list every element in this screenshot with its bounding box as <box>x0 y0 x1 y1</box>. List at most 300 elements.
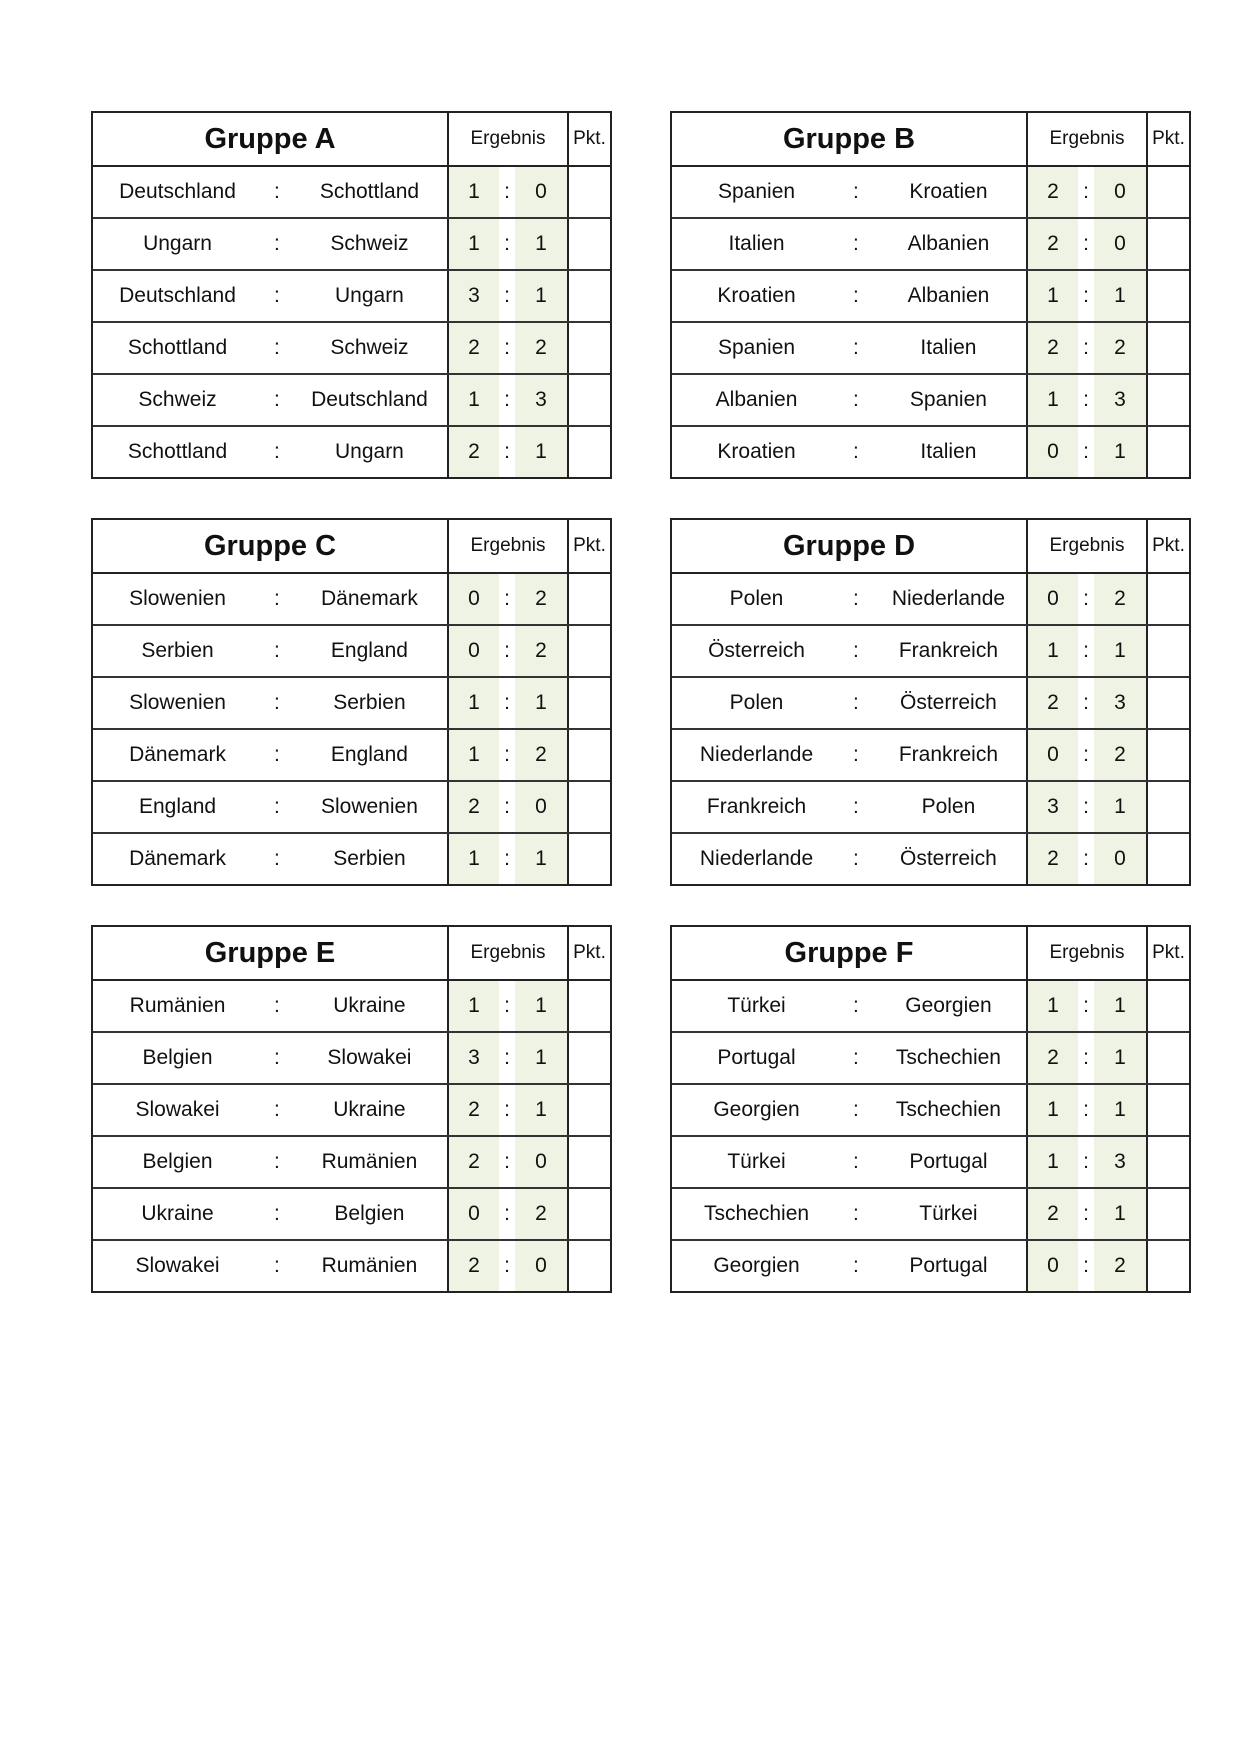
group-title: Gruppe A <box>93 113 449 165</box>
points-cell[interactable] <box>569 1189 610 1239</box>
points-cell[interactable] <box>569 1241 610 1291</box>
home-goals-cell[interactable]: 2 <box>1028 323 1078 373</box>
score-separator: : <box>1083 1098 1089 1121</box>
away-goals-cell[interactable]: 0 <box>1094 219 1146 269</box>
points-cell[interactable] <box>569 730 610 780</box>
match-row <box>672 167 1189 219</box>
match-score <box>449 981 569 1031</box>
match-row <box>93 323 610 375</box>
match-separator: : <box>853 232 859 255</box>
match-teams <box>672 981 1028 1031</box>
match-row <box>93 427 610 477</box>
match-teams <box>93 678 449 728</box>
match-score <box>1028 782 1148 832</box>
home-goals-cell[interactable]: 1 <box>1028 981 1078 1031</box>
points-cell[interactable] <box>569 678 610 728</box>
match-teams <box>93 1189 449 1239</box>
away-team: Serbien <box>333 691 406 714</box>
match-row <box>93 219 610 271</box>
points-cell[interactable] <box>1148 1189 1189 1239</box>
group-table <box>91 518 612 886</box>
score-separator: : <box>1083 691 1089 714</box>
home-team: Türkei <box>727 994 786 1017</box>
away-team: Slowakei <box>327 1046 412 1069</box>
away-goals-cell[interactable]: 0 <box>515 1137 567 1187</box>
away-goals-cell[interactable]: 2 <box>1094 323 1146 373</box>
away-team: England <box>330 743 408 766</box>
match-row <box>672 1241 1189 1291</box>
home-team: Kroatien <box>717 440 796 463</box>
match-separator: : <box>274 1254 280 1277</box>
match-teams <box>672 271 1028 321</box>
match-teams <box>672 834 1028 884</box>
away-goals-cell[interactable]: 2 <box>515 730 567 780</box>
points-cell[interactable] <box>569 834 610 884</box>
match-row <box>672 1033 1189 1085</box>
away-goals-cell[interactable]: 2 <box>1094 730 1146 780</box>
home-goals-cell[interactable]: 2 <box>449 427 499 477</box>
home-team: Slowenien <box>129 691 226 714</box>
away-goals-cell[interactable]: 2 <box>515 323 567 373</box>
home-team: Slowakei <box>135 1098 220 1121</box>
home-goals-cell[interactable]: 2 <box>449 782 499 832</box>
match-row <box>93 1241 610 1291</box>
match-score <box>449 834 569 884</box>
away-goals-cell[interactable]: 1 <box>515 1033 567 1083</box>
match-teams <box>672 730 1028 780</box>
home-goals-cell[interactable]: 0 <box>449 626 499 676</box>
match-teams <box>672 219 1028 269</box>
match-score <box>1028 1189 1148 1239</box>
home-goals-cell[interactable]: 0 <box>449 574 499 624</box>
match-teams <box>672 574 1028 624</box>
score-separator: : <box>504 587 510 610</box>
away-goals-cell[interactable]: 3 <box>1094 1137 1146 1187</box>
away-team: Spanien <box>909 388 987 411</box>
match-score <box>1028 375 1148 425</box>
points-cell[interactable] <box>1148 427 1189 477</box>
home-goals-cell[interactable]: 1 <box>449 834 499 884</box>
match-score <box>1028 323 1148 373</box>
away-goals-cell[interactable]: 1 <box>515 981 567 1031</box>
away-goals-cell[interactable]: 1 <box>1094 782 1146 832</box>
away-goals-cell[interactable]: 1 <box>515 834 567 884</box>
home-team: Ukraine <box>141 1202 214 1225</box>
match-separator: : <box>853 743 859 766</box>
points-cell[interactable] <box>1148 323 1189 373</box>
points-cell[interactable] <box>1148 219 1189 269</box>
match-teams <box>93 782 449 832</box>
match-score <box>1028 427 1148 477</box>
home-team: Spanien <box>717 336 796 359</box>
match-teams <box>672 1033 1028 1083</box>
home-goals-cell[interactable]: 2 <box>449 1241 499 1291</box>
match-row <box>93 834 610 884</box>
match-row <box>93 1033 610 1085</box>
home-goals-cell[interactable]: 2 <box>1028 1189 1078 1239</box>
home-team: Türkei <box>727 1150 786 1173</box>
home-goals-cell[interactable]: 1 <box>1028 1137 1078 1187</box>
match-separator: : <box>853 180 859 203</box>
away-goals-cell[interactable]: 2 <box>515 1189 567 1239</box>
match-teams <box>672 323 1028 373</box>
points-cell[interactable] <box>569 1085 610 1135</box>
home-goals-cell[interactable]: 0 <box>449 1189 499 1239</box>
home-goals-cell[interactable]: 0 <box>1028 1241 1078 1291</box>
away-team: Schottland <box>319 180 420 203</box>
home-team: Albanien <box>715 388 798 411</box>
points-cell[interactable] <box>569 323 610 373</box>
home-team: Schottland <box>127 440 228 463</box>
score-separator: : <box>504 1098 510 1121</box>
points-cell[interactable] <box>1148 1137 1189 1187</box>
away-goals-cell[interactable]: 3 <box>1094 678 1146 728</box>
home-goals-cell[interactable]: 2 <box>1028 1033 1078 1083</box>
home-team: Belgien <box>142 1046 213 1069</box>
away-goals-cell[interactable]: 1 <box>1094 1189 1146 1239</box>
home-team: Georgien <box>713 1254 800 1277</box>
home-team: Niederlande <box>699 743 814 766</box>
match-row <box>93 981 610 1033</box>
points-cell[interactable] <box>569 427 610 477</box>
match-teams <box>93 626 449 676</box>
home-goals-cell[interactable]: 3 <box>1028 782 1078 832</box>
away-team: Italien <box>920 336 977 359</box>
home-team: Dänemark <box>129 743 226 766</box>
match-score <box>449 626 569 676</box>
match-score <box>1028 730 1148 780</box>
match-row <box>93 626 610 678</box>
home-goals-cell[interactable]: 1 <box>1028 626 1078 676</box>
match-score <box>449 1137 569 1187</box>
score-separator: : <box>504 232 510 255</box>
away-goals-cell[interactable]: 2 <box>515 574 567 624</box>
group-header <box>93 927 610 981</box>
match-separator: : <box>274 1150 280 1173</box>
match-teams <box>672 427 1028 477</box>
points-cell[interactable] <box>569 574 610 624</box>
away-goals-cell[interactable]: 1 <box>1094 271 1146 321</box>
match-teams <box>93 981 449 1031</box>
match-score <box>449 574 569 624</box>
away-goals-cell[interactable]: 1 <box>515 219 567 269</box>
points-cell[interactable] <box>569 375 610 425</box>
points-header: Pkt. <box>1152 535 1185 556</box>
away-goals-cell[interactable]: 1 <box>515 271 567 321</box>
match-teams <box>93 427 449 477</box>
match-teams <box>672 626 1028 676</box>
match-separator: : <box>853 639 859 662</box>
home-goals-cell[interactable]: 3 <box>449 271 499 321</box>
match-row <box>672 271 1189 323</box>
away-team: Rumänien <box>321 1254 418 1277</box>
away-goals-cell[interactable]: 1 <box>515 1085 567 1135</box>
home-team: Frankreich <box>706 795 807 818</box>
score-separator: : <box>1083 1202 1089 1225</box>
match-separator: : <box>274 587 280 610</box>
group-title: Gruppe F <box>672 927 1028 979</box>
points-cell[interactable] <box>1148 782 1189 832</box>
match-separator: : <box>274 180 280 203</box>
points-cell[interactable] <box>1148 167 1189 217</box>
match-score <box>449 782 569 832</box>
score-separator: : <box>504 1202 510 1225</box>
home-goals-cell[interactable]: 1 <box>1028 375 1078 425</box>
match-row <box>93 782 610 834</box>
points-cell[interactable] <box>569 626 610 676</box>
home-goals-cell[interactable]: 2 <box>1028 834 1078 884</box>
home-team: Portugal <box>717 1046 796 1069</box>
match-score <box>449 375 569 425</box>
points-header: Pkt. <box>573 942 606 963</box>
group-header <box>93 520 610 574</box>
home-goals-cell[interactable]: 1 <box>1028 271 1078 321</box>
score-separator: : <box>504 336 510 359</box>
match-row <box>672 219 1189 271</box>
score-separator: : <box>1083 994 1089 1017</box>
points-cell[interactable] <box>569 167 610 217</box>
match-separator: : <box>274 336 280 359</box>
match-row <box>93 730 610 782</box>
match-teams <box>672 167 1028 217</box>
match-separator: : <box>274 795 280 818</box>
score-separator: : <box>1083 1150 1089 1173</box>
result-header: Ergebnis <box>1028 520 1148 572</box>
result-header: Ergebnis <box>449 113 569 165</box>
match-separator: : <box>274 639 280 662</box>
home-team: Deutschland <box>119 284 236 307</box>
match-score <box>449 271 569 321</box>
match-separator: : <box>853 336 859 359</box>
away-goals-cell[interactable]: 0 <box>1094 167 1146 217</box>
away-goals-cell[interactable]: 1 <box>1094 1033 1146 1083</box>
match-separator: : <box>853 1098 859 1121</box>
away-team: Slowenien <box>320 795 418 818</box>
away-goals-cell[interactable]: 0 <box>515 167 567 217</box>
away-goals-cell[interactable]: 1 <box>515 678 567 728</box>
points-header: Pkt. <box>573 535 606 556</box>
points-cell[interactable] <box>569 782 610 832</box>
home-goals-cell[interactable]: 1 <box>449 167 499 217</box>
group-header <box>672 927 1189 981</box>
match-score <box>449 678 569 728</box>
away-goals-cell[interactable]: 2 <box>1094 574 1146 624</box>
away-goals-cell[interactable]: 1 <box>515 427 567 477</box>
score-separator: : <box>504 1254 510 1277</box>
home-team: Kroatien <box>717 284 796 307</box>
home-goals-cell[interactable]: 1 <box>449 219 499 269</box>
match-row <box>672 427 1189 477</box>
group-title: Gruppe D <box>672 520 1028 572</box>
away-team: Belgien <box>334 1202 405 1225</box>
match-teams <box>93 375 449 425</box>
home-goals-cell[interactable]: 2 <box>1028 167 1078 217</box>
match-score <box>1028 626 1148 676</box>
match-row <box>93 375 610 427</box>
group-table <box>91 925 612 1293</box>
points-cell[interactable] <box>1148 1241 1189 1291</box>
score-separator: : <box>1083 743 1089 766</box>
result-header: Ergebnis <box>449 520 569 572</box>
score-separator: : <box>1083 232 1089 255</box>
match-score <box>449 427 569 477</box>
match-row <box>672 626 1189 678</box>
points-cell[interactable] <box>1148 1033 1189 1083</box>
home-team: Schweiz <box>138 388 217 411</box>
match-separator: : <box>853 795 859 818</box>
match-teams <box>93 323 449 373</box>
points-cell[interactable] <box>569 1033 610 1083</box>
match-row <box>672 1189 1189 1241</box>
away-team: Österreich <box>900 691 997 714</box>
home-goals-cell[interactable]: 3 <box>449 1033 499 1083</box>
home-goals-cell[interactable]: 2 <box>449 323 499 373</box>
match-row <box>672 1137 1189 1189</box>
match-teams <box>672 678 1028 728</box>
match-separator: : <box>853 994 859 1017</box>
away-team: Schweiz <box>330 232 409 255</box>
points-cell[interactable] <box>1148 271 1189 321</box>
match-teams <box>93 219 449 269</box>
match-teams <box>93 1085 449 1135</box>
home-goals-cell[interactable]: 0 <box>1028 730 1078 780</box>
match-score <box>449 167 569 217</box>
away-goals-cell[interactable]: 0 <box>515 782 567 832</box>
away-team: Ukraine <box>333 1098 406 1121</box>
away-team: Niederlande <box>891 587 1006 610</box>
score-separator: : <box>504 180 510 203</box>
home-goals-cell[interactable]: 1 <box>449 375 499 425</box>
match-score <box>449 323 569 373</box>
points-cell[interactable] <box>1148 375 1189 425</box>
group-table <box>670 925 1191 1293</box>
score-separator: : <box>1083 1254 1089 1277</box>
points-cell[interactable] <box>1148 981 1189 1031</box>
match-separator: : <box>274 847 280 870</box>
group-table <box>670 518 1191 886</box>
home-goals-cell[interactable]: 0 <box>1028 574 1078 624</box>
away-team: Italien <box>920 440 977 463</box>
match-separator: : <box>274 1098 280 1121</box>
points-header: Pkt. <box>1152 942 1185 963</box>
away-team: Ungarn <box>334 284 404 307</box>
points-cell[interactable] <box>1148 730 1189 780</box>
match-separator: : <box>853 1150 859 1173</box>
home-goals-cell[interactable]: 0 <box>1028 427 1078 477</box>
match-separator: : <box>853 440 859 463</box>
match-teams <box>93 1241 449 1291</box>
score-separator: : <box>1083 284 1089 307</box>
match-score <box>1028 834 1148 884</box>
points-cell[interactable] <box>1148 678 1189 728</box>
home-goals-cell[interactable]: 1 <box>449 678 499 728</box>
match-row <box>672 1085 1189 1137</box>
match-separator: : <box>274 232 280 255</box>
away-goals-cell[interactable]: 1 <box>1094 1085 1146 1135</box>
points-cell[interactable] <box>1148 834 1189 884</box>
home-goals-cell[interactable]: 2 <box>1028 678 1078 728</box>
away-team: Ukraine <box>333 994 406 1017</box>
away-team: Georgien <box>905 994 992 1017</box>
match-score <box>449 1085 569 1135</box>
match-teams <box>672 1137 1028 1187</box>
score-separator: : <box>504 284 510 307</box>
away-goals-cell[interactable]: 2 <box>515 626 567 676</box>
match-score <box>1028 981 1148 1031</box>
home-goals-cell[interactable]: 1 <box>449 981 499 1031</box>
score-separator: : <box>1083 1046 1089 1069</box>
home-goals-cell[interactable]: 2 <box>1028 219 1078 269</box>
match-score <box>449 730 569 780</box>
score-separator: : <box>504 847 510 870</box>
result-header: Ergebnis <box>1028 113 1148 165</box>
match-row <box>672 730 1189 782</box>
group-title: Gruppe C <box>93 520 449 572</box>
match-row <box>672 782 1189 834</box>
away-goals-cell[interactable]: 0 <box>1094 834 1146 884</box>
points-cell[interactable] <box>569 981 610 1031</box>
points-cell[interactable] <box>1148 626 1189 676</box>
home-goals-cell[interactable]: 1 <box>1028 1085 1078 1135</box>
match-teams <box>672 1241 1028 1291</box>
away-team: Portugal <box>909 1254 988 1277</box>
away-team: Polen <box>921 795 976 818</box>
home-team: Österreich <box>708 639 805 662</box>
match-row <box>93 678 610 730</box>
home-team: Ungarn <box>143 232 212 255</box>
away-goals-cell[interactable]: 0 <box>515 1241 567 1291</box>
away-team: Tschechien <box>895 1046 1001 1069</box>
away-goals-cell[interactable]: 1 <box>1094 626 1146 676</box>
group-header <box>93 113 610 167</box>
match-score <box>1028 678 1148 728</box>
group-title: Gruppe E <box>93 927 449 979</box>
match-teams <box>93 574 449 624</box>
home-goals-cell[interactable]: 2 <box>449 1137 499 1187</box>
match-row <box>672 323 1189 375</box>
points-cell[interactable] <box>1148 574 1189 624</box>
points-cell[interactable] <box>569 271 610 321</box>
away-goals-cell[interactable]: 3 <box>515 375 567 425</box>
match-score <box>1028 1137 1148 1187</box>
score-separator: : <box>1083 847 1089 870</box>
away-goals-cell[interactable]: 1 <box>1094 427 1146 477</box>
match-separator: : <box>853 284 859 307</box>
group-header <box>672 520 1189 574</box>
points-cell[interactable] <box>1148 1085 1189 1135</box>
away-goals-cell[interactable]: 1 <box>1094 981 1146 1031</box>
match-separator: : <box>853 1046 859 1069</box>
match-separator: : <box>274 388 280 411</box>
away-goals-cell[interactable]: 2 <box>1094 1241 1146 1291</box>
score-separator: : <box>504 639 510 662</box>
match-score <box>1028 1085 1148 1135</box>
home-team: Niederlande <box>699 847 814 870</box>
match-teams <box>93 1137 449 1187</box>
away-team: Deutschland <box>311 388 428 411</box>
points-cell[interactable] <box>569 1137 610 1187</box>
match-separator: : <box>274 1202 280 1225</box>
points-cell[interactable] <box>569 219 610 269</box>
match-score <box>449 1189 569 1239</box>
away-team: Albanien <box>907 284 990 307</box>
away-goals-cell[interactable]: 3 <box>1094 375 1146 425</box>
away-team: Ungarn <box>334 440 404 463</box>
match-row <box>672 981 1189 1033</box>
home-goals-cell[interactable]: 2 <box>449 1085 499 1135</box>
home-goals-cell[interactable]: 1 <box>449 730 499 780</box>
group-header <box>672 113 1189 167</box>
